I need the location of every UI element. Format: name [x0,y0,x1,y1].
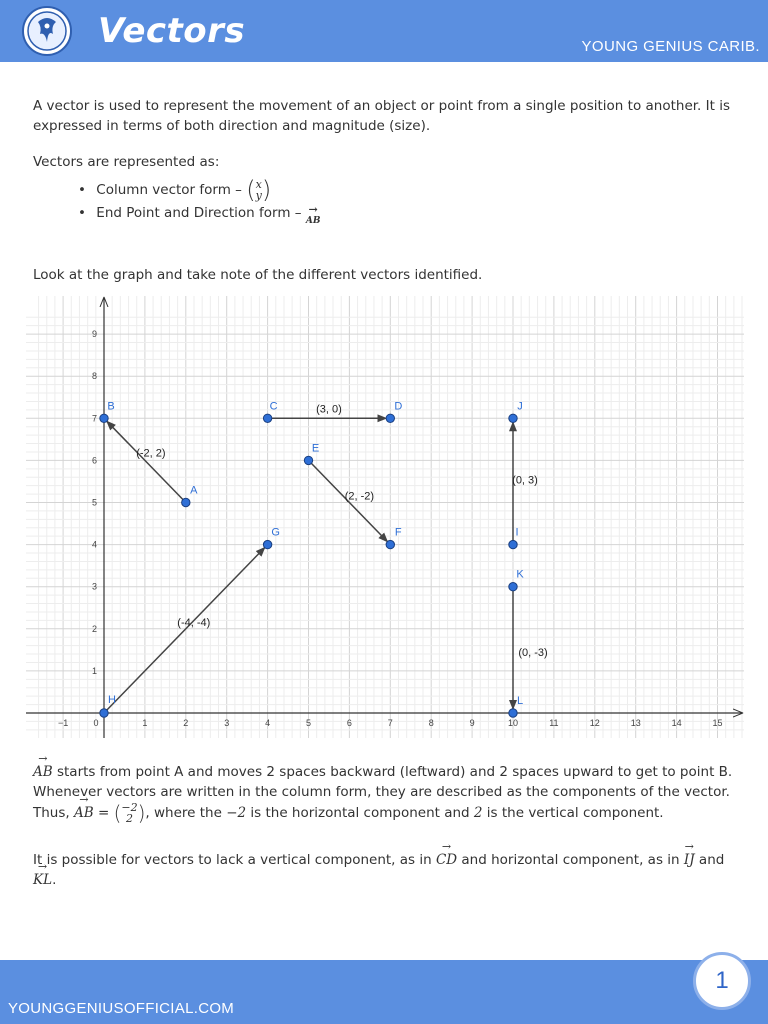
y-tick-label: 4 [91,539,97,550]
point-label: E [311,442,320,455]
y-tick-label: 7 [91,413,97,424]
point-label: C [269,400,278,413]
x-tick-label: −1 [57,718,69,728]
brand-name: YOUNG GENIUS CARIB. [581,38,760,55]
y-tick-label: 5 [91,497,97,508]
page-number: 1 [693,952,751,1010]
point-marker [304,456,312,464]
point-label: K [516,568,524,581]
x-tick-label: 14 [671,718,682,728]
vector-ab: → AB [33,762,53,782]
x-tick-label: 7 [387,718,393,728]
components-paragraph: It is possible for vectors to lack a vertical component, as in → CD and horizontal component, as in → IJ and → KL. [33,850,733,890]
bullet-endpoint-label: End Point and Direction form – [96,205,302,221]
x-tick-label: 5 [305,718,312,728]
point-marker [509,709,517,717]
vector-label: (-2, 2) [136,447,166,460]
vector-graph [26,296,744,738]
vector-label: (3, 0) [316,403,342,416]
x-tick-label: 1 [142,718,148,728]
vector-ab-notation: → AB [306,216,321,226]
y-tick-label: 8 [91,371,97,382]
bullet-endpoint-form: • End Point and Direction form – → AB [78,205,320,221]
point-label: I [515,526,519,539]
bullet-column-label: Column vector form – [96,182,242,198]
point-label: H [108,694,116,706]
y-tick-label: 1 [91,665,97,676]
point-marker [182,498,190,506]
point-label: B [107,400,115,413]
y-tick-label: 6 [91,455,97,466]
point-marker [509,540,517,548]
x-tick-label: 6 [346,718,352,728]
point-marker [263,540,271,548]
x-tick-label: 3 [224,718,230,728]
vector-cd: → CD [436,850,457,870]
x-tick-label: 8 [428,718,434,728]
column-vector-ab: −2 2 [121,801,138,825]
point-label: L [516,695,524,707]
bullet-column-form: • Column vector form – (x y) [78,176,272,204]
x-tick-label: 12 [589,718,600,728]
point-label: D [394,400,403,413]
x-tick-label: 4 [265,718,271,728]
page-title: Vectors [98,11,246,51]
vector-label: (0, 3) [512,474,538,487]
x-tick-label: 10 [507,718,519,728]
point-marker [100,709,108,717]
point-label: F [394,526,402,539]
x-tick-label: 0 [93,718,99,728]
point-label: J [517,400,523,413]
vector-ij: → IJ [684,850,695,870]
page-footer [0,960,768,1024]
x-tick-label: 13 [630,718,641,728]
vector-label: (-4, -4) [177,616,211,629]
vector-label: (0, -3) [518,646,548,659]
graph-note: Look at the graph and take note of the different vectors identified. [33,267,483,283]
vector-kl: → KL [33,870,52,890]
y-tick-label: 9 [91,329,97,340]
explanation-paragraph: → AB starts from point A and moves 2 spaces backward (leftward) and 2 spaces upward to get to point B. Whenever vectors are written in the column form, they are described as the components of the vector. Thus, → AB = (−2 2 ), where the −2 is the horizontal component and 2 is the vertical component. [33,762,733,824]
x-tick-label: 15 [712,718,723,728]
represented-as-text: Vectors are represented as: [33,154,220,170]
x-tick-label: 11 [549,718,559,728]
point-marker [263,414,271,422]
x-tick-label: 2 [183,718,189,728]
vector-label: (2, -2) [344,490,375,503]
point-marker [100,414,108,422]
intro-paragraph: A vector is used to represent the movement of an object or point from a single position to another. It is expressed in terms of both direction and magnitude (size). [33,98,730,134]
graph-background [26,296,744,738]
page-header [0,0,768,62]
y-tick-label: 2 [91,623,97,634]
point-label: A [190,484,198,497]
point-marker [386,414,394,422]
x-tick-label: 9 [469,718,475,728]
point-marker [386,540,394,548]
point-label: G [271,526,280,539]
point-marker [509,414,517,422]
column-vector-xy: x y [255,178,262,202]
eagle-logo-icon [22,6,72,56]
point-marker [509,583,517,591]
y-tick-label: 3 [91,581,97,592]
footer-url-link[interactable]: YOUNGGENIUSOFFICIAL.COM [8,1000,235,1017]
vector-ab-eq: → AB [74,803,94,823]
